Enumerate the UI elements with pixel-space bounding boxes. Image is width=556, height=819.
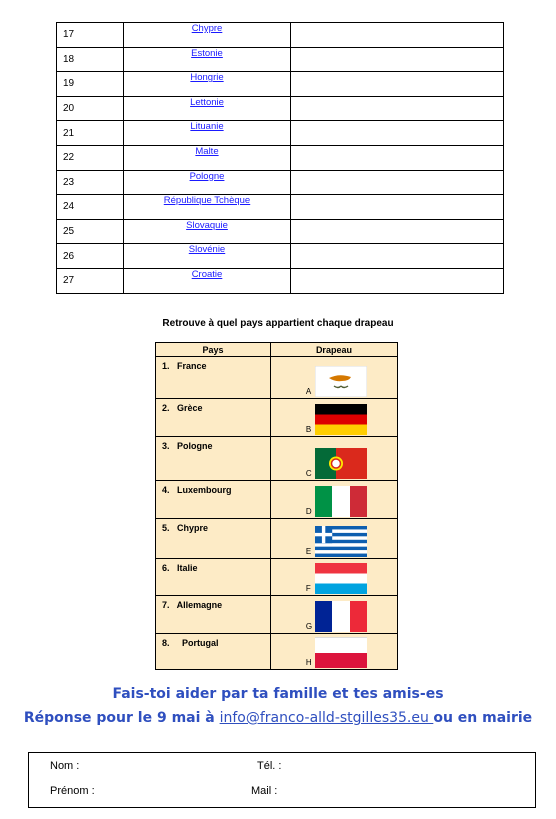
country-link[interactable]: Lettonie xyxy=(190,96,224,108)
flag-cell xyxy=(270,399,397,437)
country-cell xyxy=(124,170,291,195)
country-link[interactable]: République Tchèque xyxy=(163,195,251,207)
table-row xyxy=(156,519,398,559)
cyprus-flag-icon xyxy=(315,366,367,397)
table-row xyxy=(156,634,398,670)
country-cell xyxy=(124,145,291,170)
answer-cell[interactable] xyxy=(291,96,504,121)
row-number: 21 xyxy=(57,121,124,146)
pays-cell: 3. Pologne xyxy=(156,437,271,481)
table-row xyxy=(156,357,398,399)
flag-cell xyxy=(270,481,397,519)
header-pays: Pays xyxy=(156,343,271,357)
answer-cell[interactable] xyxy=(291,72,504,97)
table-row xyxy=(156,437,398,481)
table-row xyxy=(57,96,504,121)
flag-letter: A xyxy=(305,387,312,396)
nom-label: Nom : xyxy=(50,760,80,772)
table-row xyxy=(57,121,504,146)
table-row xyxy=(57,268,504,293)
country-link[interactable]: Estonie xyxy=(191,47,223,59)
row-number: 18 xyxy=(57,47,124,72)
row-number: 25 xyxy=(57,219,124,244)
row-number: 22 xyxy=(57,145,124,170)
flag-letter: B xyxy=(305,425,312,434)
flag-letter: F xyxy=(305,584,311,593)
table-row xyxy=(57,219,504,244)
row-number: 24 xyxy=(57,195,124,220)
country-cell xyxy=(124,121,291,146)
pays-cell: 1. France xyxy=(156,357,271,399)
flags-table xyxy=(155,342,398,670)
footer-line-2-prefix: Réponse pour le 9 mai à xyxy=(23,710,220,726)
flag-cell xyxy=(270,357,397,399)
flag-letter: G xyxy=(305,622,313,631)
country-cell xyxy=(124,219,291,244)
flag-letter: E xyxy=(305,547,312,556)
footer-line-1: Fais-toi aider par ta famille et tes amis-es xyxy=(112,686,444,702)
country-link[interactable]: Pologne xyxy=(189,170,225,182)
portugal-flag-icon xyxy=(315,448,367,479)
pays-cell: 5. Chypre xyxy=(156,519,271,559)
table-row xyxy=(57,47,504,72)
countries-table xyxy=(56,22,504,294)
instruction-text: Retrouve à quel pays appartient chaque drapeau xyxy=(162,318,394,329)
france-flag-icon xyxy=(315,601,367,632)
row-number: 19 xyxy=(57,72,124,97)
poland-flag-icon xyxy=(315,637,367,668)
header-drapeau: Drapeau xyxy=(270,343,397,357)
country-cell xyxy=(124,244,291,269)
country-cell xyxy=(124,47,291,72)
flag-cell xyxy=(270,519,397,559)
answer-cell[interactable] xyxy=(291,121,504,146)
country-link[interactable]: Slovénie xyxy=(188,244,226,256)
row-number: 20 xyxy=(57,96,124,121)
table-row xyxy=(57,195,504,220)
table-row xyxy=(57,72,504,97)
flag-letter: D xyxy=(305,507,312,516)
luxembourg-flag-icon xyxy=(315,563,367,594)
table-row xyxy=(156,596,398,634)
table-row xyxy=(57,145,504,170)
country-link[interactable]: Hongrie xyxy=(190,72,224,84)
flag-cell xyxy=(270,596,397,634)
table-row xyxy=(57,23,504,48)
answer-cell[interactable] xyxy=(291,47,504,72)
country-link[interactable]: Malte xyxy=(195,145,219,157)
row-number: 17 xyxy=(57,23,124,48)
flag-cell xyxy=(270,437,397,481)
email-link[interactable]: info@franco-alld-stgilles35.eu xyxy=(219,710,434,726)
tel-label: Tél. : xyxy=(257,760,282,772)
prenom-label: Prénom : xyxy=(50,785,95,797)
pays-cell: 2. Grèce xyxy=(156,399,271,437)
country-cell xyxy=(124,72,291,97)
answer-cell[interactable] xyxy=(291,145,504,170)
country-link[interactable]: Croatie xyxy=(191,268,223,280)
footer-line-2-suffix: ou en mairie xyxy=(433,710,533,726)
flag-cell xyxy=(270,559,397,596)
germany-flag-icon xyxy=(315,404,367,435)
country-cell xyxy=(124,23,291,48)
row-number: 27 xyxy=(57,268,124,293)
answer-cell[interactable] xyxy=(291,244,504,269)
table-row xyxy=(156,481,398,519)
pays-cell: 6. Italie xyxy=(156,559,271,596)
row-number: 26 xyxy=(57,244,124,269)
table-row xyxy=(156,399,398,437)
answer-cell[interactable] xyxy=(291,219,504,244)
pays-cell: 7. Allemagne xyxy=(156,596,271,634)
country-cell xyxy=(124,96,291,121)
answer-cell[interactable] xyxy=(291,268,504,293)
country-link[interactable]: Chypre xyxy=(191,23,223,34)
country-link[interactable]: Lituanie xyxy=(190,121,224,133)
mail-label: Mail : xyxy=(251,785,278,797)
answer-cell[interactable] xyxy=(291,195,504,220)
pays-cell: 4. Luxembourg xyxy=(156,481,271,519)
table-row xyxy=(57,244,504,269)
country-link[interactable]: Slovaquie xyxy=(186,219,228,231)
contact-form-box xyxy=(28,752,536,808)
pays-cell: 8. Portugal xyxy=(156,634,271,670)
answer-cell[interactable] xyxy=(291,23,504,48)
answer-cell[interactable] xyxy=(291,170,504,195)
italy-flag-icon xyxy=(315,486,367,517)
flag-letter: C xyxy=(305,469,312,478)
footer-line-2 xyxy=(0,710,556,726)
flag-cell xyxy=(270,634,397,670)
table-row xyxy=(156,559,398,596)
country-cell xyxy=(124,195,291,220)
row-number: 23 xyxy=(57,170,124,195)
greece-flag-icon xyxy=(315,526,367,557)
country-cell xyxy=(124,268,291,293)
table-row xyxy=(57,170,504,195)
flag-letter: H xyxy=(305,658,312,667)
